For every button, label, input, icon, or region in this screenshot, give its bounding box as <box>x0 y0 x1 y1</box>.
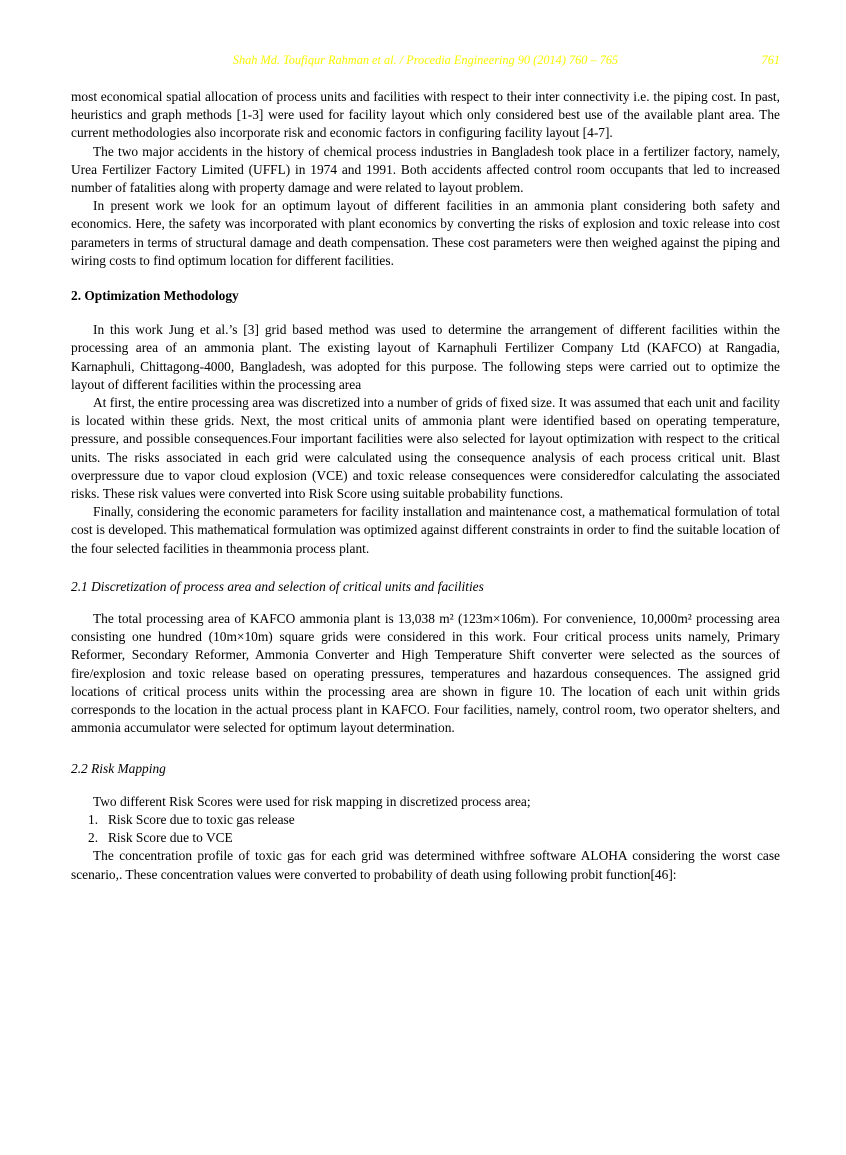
list-item <box>71 811 780 829</box>
section-2-paragraph-2: At first, the entire processing area was discretized into a number of grids of fixed size. It was assumed that each unit and facility is located within these grids. Next, the most critical units of ammonia plant were identified based on operating temperature, pressure, and possible consequences.Four important facilities were also selected for layout optimization with respect to the critical units. The risks associated in each grid were calculated using the consequence analysis of each process critical unit. Blast overpressure due to vapor cloud explosion (VCE) and toxic release consequences were consideredfor calculating the associated risks. These risk values were converted into Risk Score using suitable probability functions. <box>71 395 780 502</box>
article-body <box>71 88 780 884</box>
page-number: 761 <box>761 53 780 67</box>
section-2-1-paragraph-1: The total processing area of KAFCO ammonia plant is 13,038 m² (123m×106m). For convenience, 10,000m² processing area consisting one hundred (10m×10m) square grids were considered in this work. Four critical process units namely, Primary Reformer, Secondary Reformer, Ammonia Converter and High Temperature Shift converter were selected as the sources of fire/explosion and toxic release based on operating pressures, temperatures and hazardous consequences. The assigned grid locations of critical process units within the processing area are shown in figure 10. The location of each unit within grids corresponds to the location in the actual process plant in KAFCO. Four facilities, namely, control room, two operator shelters, and ammonia accumulator were selected for optimum layout determination. <box>71 611 780 736</box>
section-2-2-paragraph-2: The concentration profile of toxic gas for each grid was determined withfree software ALOHA considering the worst case scenario,. These concentration values were converted to probability of death using following probit function[46]: <box>71 848 780 882</box>
intro-paragraph-3: In present work we look for an optimum layout of different facilities in an ammonia plant considering both safety and economics. Here, the safety was incorporated with plant economics by converting the risks of explosion and toxic release into cost parameters in terms of structural damage and death compensation. These cost parameters were then weighed against the piping and wiring costs to find optimum location for different facilities. <box>71 198 780 268</box>
section-2-paragraph-3: Finally, considering the economic parameters for facility installation and maintenance cost, a mathematical formulation of total cost is developed. This mathematical formulation was optimized against different constraints in order to find the suitable location of the four selected facilities in theammonia process plant. <box>71 504 780 556</box>
section-2-heading: 2. Optimization Methodology <box>71 288 239 304</box>
list-item-text: Risk Score due to VCE <box>108 830 233 846</box>
section-2-1-heading: 2.1 Discretization of process area and selection of critical units and facilities <box>71 578 484 594</box>
page-header <box>71 53 780 69</box>
list-item-text: Risk Score due to toxic gas release <box>108 811 295 827</box>
intro-paragraph-1: most economical spatial allocation of process units and facilities with respect to their inter connectivity i.e. the piping cost. In past, heuristics and graph methods [1-3] were used for facility layout which only considered best use of the available plant area. The current methodologies also incorporate risk and economic factors in configuring facility layout [4-7]. <box>71 89 780 141</box>
list-item-number: 1. <box>88 811 99 827</box>
list-item-number: 2. <box>88 830 99 846</box>
section-2-paragraph-1: In this work Jung et al.’s [3] grid based method was used to determine the arrangement of different facilities within the processing area of an ammonia plant. The existing layout of Karnaphuli Fertilizer Company Ltd (KAFCO) at Rangadia, Karnaphuli, Chittagong-4000, Bangladesh, was adopted for this purpose. The following steps were carried out to optimize the layout of different facilities within the processing area <box>71 322 780 392</box>
intro-paragraph-2: The two major accidents in the history of chemical process industries in Bangladesh took place in a fertilizer factory, namely, Urea Fertilizer Factory Limited (UFFL) in 1974 and 1991. Both accidents affected control room occupants that led to increased number of fatalities along with property damage and were related to layout problem. <box>71 143 780 196</box>
section-2-2-heading: 2.2 Risk Mapping <box>71 760 166 776</box>
running-title: Shah Md. Toufiqur Rahman et al. / Procedia Engineering 90 (2014) 760 – 765 <box>232 53 619 67</box>
list-item <box>71 829 780 847</box>
risk-score-list <box>71 811 780 847</box>
risk-mapping-lead: Two different Risk Scores were used for risk mapping in discretized process area; <box>93 793 531 809</box>
